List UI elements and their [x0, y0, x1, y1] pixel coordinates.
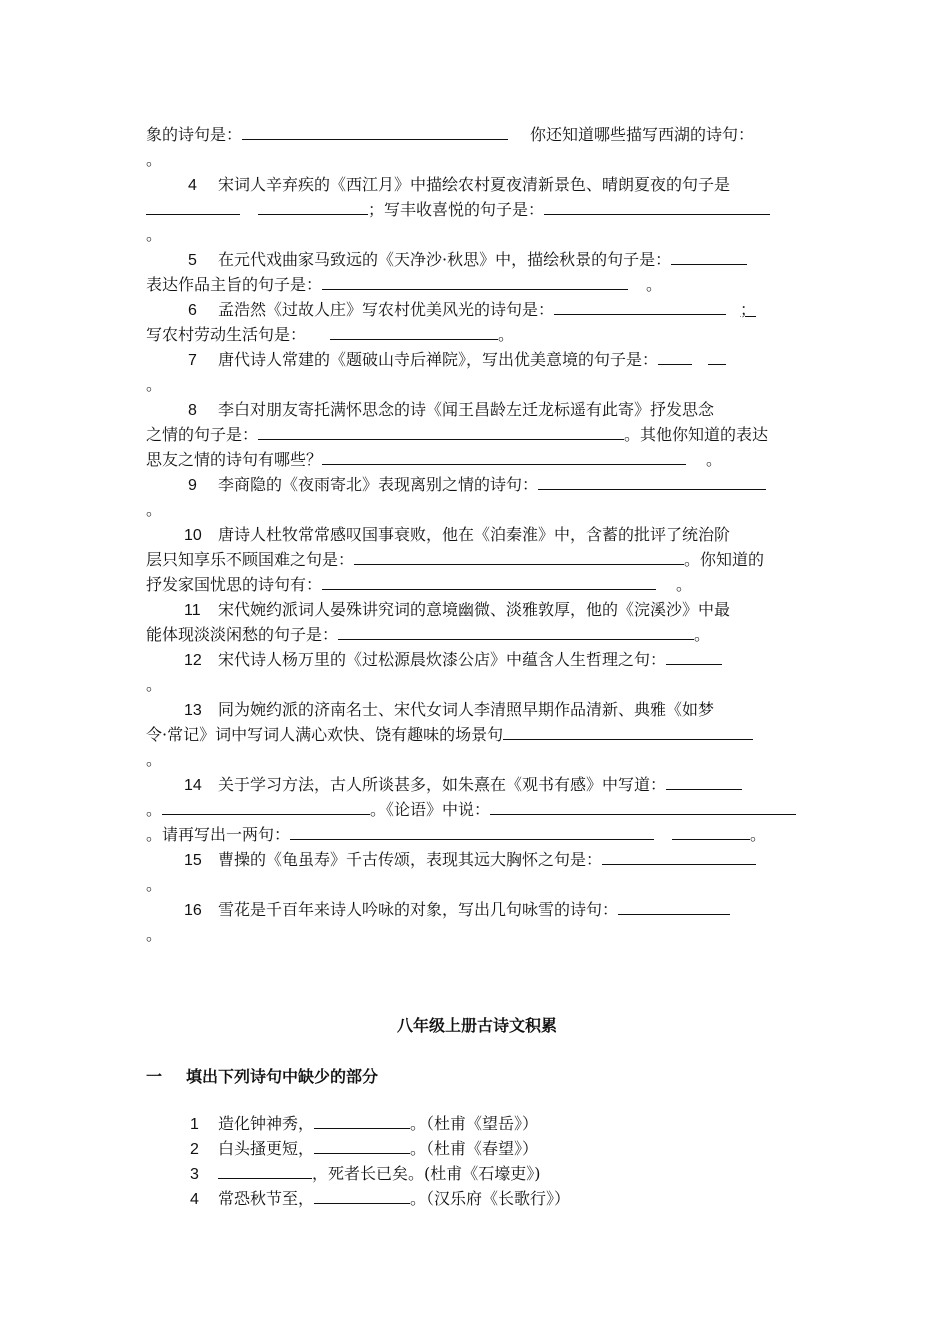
section-number: 一: [146, 1067, 163, 1086]
question-text: 宋代婉约派词人晏殊讲究词的意境幽微、淡雅敦厚，他的《浣溪沙》中最: [218, 600, 731, 619]
question-number: 13: [184, 702, 202, 719]
question-14-line3: [146, 822, 808, 847]
period: 。: [706, 450, 723, 469]
question-text: 层只知享乐不顾国难之句是：: [146, 550, 355, 569]
fill-item-4: [146, 1186, 808, 1211]
question-text: 。请再写出一两句：: [146, 825, 291, 844]
period: 。: [146, 925, 163, 944]
question-10-line2: [146, 547, 808, 572]
answer-blank[interactable]: [338, 622, 694, 640]
question-text: 能体现淡淡闲愁的句子是：: [146, 625, 339, 644]
question-14: [146, 772, 808, 797]
question-text: 思友之情的诗句有哪些？: [146, 450, 323, 469]
question-4-line2: [146, 197, 808, 222]
question-number: 10: [184, 527, 202, 544]
period: 。: [750, 825, 767, 844]
question-4-end: [146, 222, 808, 247]
question-text: 雪花是千百年来诗人吟咏的对象，写出几句咏雪的诗句：: [218, 900, 619, 919]
question-text: 宋代诗人杨万里的《过松源晨炊漆公店》中蕴含人生哲理之句：: [218, 650, 667, 669]
question-11: [146, 597, 808, 622]
question-5-line2: [146, 272, 808, 297]
question-number: 14: [184, 777, 202, 794]
question-9: [146, 472, 808, 497]
intro-end: [146, 147, 808, 172]
answer-blank[interactable]: [322, 272, 628, 290]
answer-blank[interactable]: [290, 822, 654, 840]
answer-blank[interactable]: [658, 347, 692, 365]
question-text: 同为婉约派的济南名士、宋代女词人李清照早期作品清新、典雅《如梦: [218, 700, 715, 719]
answer-blank[interactable]: [503, 722, 753, 740]
fill-number: 1: [190, 1116, 199, 1133]
answer-blank[interactable]: [671, 247, 747, 265]
question-15-end: [146, 872, 808, 897]
question-7-end: [146, 372, 808, 397]
question-10-line3: [146, 572, 808, 597]
answer-blank[interactable]: [314, 1186, 410, 1204]
question-number: 4: [188, 177, 197, 194]
question-text: 。《论语》中说：: [370, 800, 491, 819]
fill-number: 4: [190, 1191, 199, 1208]
answer-blank[interactable]: [162, 797, 370, 815]
question-text: 关于学习方法，古人所谈甚多，如朱熹在《观书有感》中写道：: [218, 775, 667, 794]
fill-number: 2: [190, 1141, 199, 1158]
period: 。: [498, 325, 515, 344]
question-text: 令·常记》词中写词人满心欢快、饶有趣味的场景句: [146, 725, 504, 744]
intro-text-a: 象的诗句是：: [146, 125, 243, 144]
answer-blank[interactable]: [258, 422, 624, 440]
page-heading: 八年级上册古诗文积累: [396, 1016, 557, 1035]
period: 。: [146, 875, 163, 894]
intro-text-b: 你还知道哪些描写西湖的诗句：: [530, 125, 755, 144]
question-text: 表达作品主旨的句子是：: [146, 275, 323, 294]
question-text: 。其他你知道的表达: [624, 425, 769, 444]
section-title-text: 填出下列诗句中缺少的部分: [186, 1067, 379, 1086]
question-text: 在元代戏曲家马致远的《天净沙·秋思》中，描绘秋景的句子是：: [218, 250, 672, 269]
period: 。: [146, 375, 163, 394]
question-14-line2: [146, 797, 808, 822]
answer-blank[interactable]: [322, 572, 656, 590]
answer-blank[interactable]: [554, 297, 726, 315]
question-number: 7: [188, 352, 197, 369]
question-text: 唐代诗人常建的《题破山寺后禅院》，写出优美意境的句子是：: [218, 350, 659, 369]
period: 。: [146, 500, 163, 519]
period: 。: [646, 275, 663, 294]
answer-blank[interactable]: [538, 472, 766, 490]
question-number: 8: [188, 402, 197, 419]
fill-item-1: [146, 1111, 808, 1136]
fill-text: 常恐秋节至，: [218, 1189, 315, 1208]
question-number: 5: [188, 252, 197, 269]
question-text: 之情的句子是：: [146, 425, 259, 444]
question-number: 11: [184, 602, 201, 619]
fill-source: 。（汉乐府《长歌行》）: [410, 1189, 571, 1208]
answer-blank[interactable]: [322, 447, 686, 465]
intro-line: [146, 122, 808, 147]
answer-blank[interactable]: [666, 647, 722, 665]
question-text: ；写丰收喜悦的句子是：: [368, 200, 545, 219]
question-13-end: [146, 747, 808, 772]
period: 。: [146, 225, 163, 244]
question-6: [146, 297, 808, 322]
question-13-line2: [146, 722, 808, 747]
question-text: 写农村劳动生活句是：: [146, 325, 307, 344]
semicolon: ；: [740, 300, 757, 319]
question-number: 16: [184, 902, 202, 919]
answer-blank[interactable]: [544, 197, 770, 215]
question-10: [146, 522, 808, 547]
fill-source: 。（杜甫《望岳》）: [410, 1114, 539, 1133]
period: 。: [676, 575, 693, 594]
answer-blank[interactable]: [708, 347, 726, 365]
answer-blank[interactable]: [218, 1161, 312, 1179]
answer-blank[interactable]: [314, 1136, 410, 1154]
answer-blank[interactable]: [672, 822, 750, 840]
answer-blank[interactable]: [330, 322, 498, 340]
question-text: 李白对朋友寄托满怀思念的诗《闻王昌龄左迁龙标遥有此寄》抒发思念: [218, 400, 715, 419]
question-number: 9: [188, 477, 197, 494]
fill-source: 。（杜甫《春望》）: [410, 1139, 539, 1158]
answer-blank[interactable]: [146, 197, 240, 215]
answer-blank[interactable]: [258, 197, 368, 215]
question-12-end: [146, 672, 808, 697]
question-number: 6: [188, 302, 197, 319]
answer-blank[interactable]: [602, 847, 756, 865]
question-8: [146, 397, 808, 422]
period: 。: [146, 150, 163, 169]
question-7: [146, 347, 808, 372]
period: 。: [146, 800, 163, 819]
document-page: [146, 122, 808, 1211]
question-13: [146, 697, 808, 722]
question-text: 李商隐的《夜雨寄北》表现离别之情的诗句：: [218, 475, 539, 494]
question-8-line2: [146, 422, 808, 447]
question-5: [146, 247, 808, 272]
fill-text: 造化钟神秀，: [218, 1114, 315, 1133]
answer-blank[interactable]: [314, 1111, 410, 1129]
question-11-line2: [146, 622, 808, 647]
question-number: 12: [184, 652, 202, 669]
question-9-end: [146, 497, 808, 522]
fill-number: 3: [190, 1166, 199, 1183]
question-15: [146, 847, 808, 872]
section-title: [146, 1064, 808, 1089]
fill-source: ，死者长已矣。(杜甫《石壕吏》): [312, 1164, 541, 1183]
question-4: [146, 172, 808, 197]
answer-blank[interactable]: [354, 547, 684, 565]
question-text: 曹操的《龟虽寿》千古传颂，表现其远大胸怀之句是：: [218, 850, 603, 869]
period: 。: [146, 675, 163, 694]
fill-text: 白头搔更短，: [218, 1139, 315, 1158]
question-text: 抒发家国忧思的诗句有：: [146, 575, 323, 594]
question-6-line2: [146, 322, 808, 347]
question-text: 。你知道的: [684, 550, 765, 569]
fill-item-3: [146, 1161, 808, 1186]
period: 。: [146, 750, 163, 769]
answer-blank[interactable]: [618, 897, 730, 915]
question-text: 宋词人辛弃疾的《西江月》中描绘农村夏夜清新景色、晴朗夏夜的句子是: [218, 175, 731, 194]
fill-item-2: [146, 1136, 808, 1161]
answer-blank[interactable]: [490, 797, 796, 815]
question-12: [146, 647, 808, 672]
question-16: [146, 897, 808, 922]
question-text: 孟浩然《过故人庄》写农村优美风光的诗句是：: [218, 300, 555, 319]
question-text: 唐诗人杜牧常常感叹国事衰败，他在《泊秦淮》中，含蓄的批评了统治阶: [218, 525, 731, 544]
answer-blank[interactable]: [242, 122, 508, 140]
period: 。: [694, 625, 711, 644]
question-number: 15: [184, 852, 202, 869]
answer-blank[interactable]: [666, 772, 742, 790]
question-8-line3: [146, 447, 808, 472]
question-16-end: [146, 922, 808, 947]
